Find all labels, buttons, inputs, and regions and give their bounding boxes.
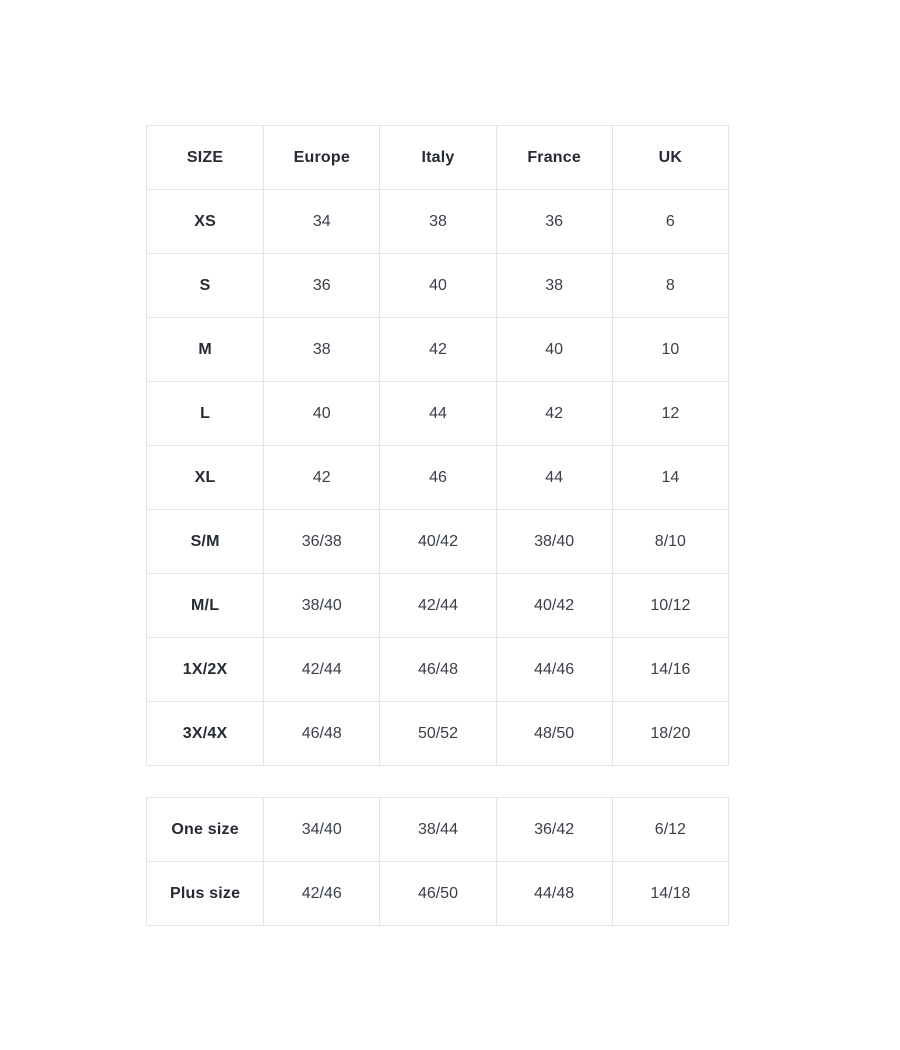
- table-row: [147, 446, 729, 510]
- table-row: [147, 638, 729, 702]
- cell-uk: 12: [612, 382, 728, 446]
- row-label: S/M: [147, 510, 264, 574]
- cell-france: 42: [496, 382, 612, 446]
- size-conversion-table: [146, 125, 729, 766]
- cell-france: 44/48: [496, 862, 612, 926]
- row-label: L: [147, 382, 264, 446]
- cell-europe: 38/40: [264, 574, 380, 638]
- cell-europe: 36: [264, 254, 380, 318]
- cell-italy: 46/48: [380, 638, 496, 702]
- cell-italy: 50/52: [380, 702, 496, 766]
- cell-france: 40/42: [496, 574, 612, 638]
- table-gap: [146, 766, 729, 797]
- table-row: [147, 382, 729, 446]
- cell-uk: 6: [612, 190, 728, 254]
- cell-france: 36: [496, 190, 612, 254]
- row-label: M/L: [147, 574, 264, 638]
- column-header-italy: Italy: [380, 126, 496, 190]
- row-label: 1X/2X: [147, 638, 264, 702]
- cell-italy: 46: [380, 446, 496, 510]
- row-label: Plus size: [147, 862, 264, 926]
- cell-uk: 6/12: [612, 798, 728, 862]
- cell-uk: 10: [612, 318, 728, 382]
- table-row: [147, 318, 729, 382]
- column-header-size: SIZE: [147, 126, 264, 190]
- table-row: [147, 798, 729, 862]
- cell-italy: 44: [380, 382, 496, 446]
- cell-france: 38/40: [496, 510, 612, 574]
- cell-europe: 42/44: [264, 638, 380, 702]
- cell-italy: 46/50: [380, 862, 496, 926]
- cell-italy: 42/44: [380, 574, 496, 638]
- cell-europe: 42/46: [264, 862, 380, 926]
- cell-uk: 14/16: [612, 638, 728, 702]
- cell-france: 44/46: [496, 638, 612, 702]
- cell-uk: 14/18: [612, 862, 728, 926]
- table-row: [147, 510, 729, 574]
- table-header-row: [147, 126, 729, 190]
- size-chart-tables: [146, 125, 729, 926]
- cell-france: 48/50: [496, 702, 612, 766]
- cell-europe: 38: [264, 318, 380, 382]
- cell-france: 40: [496, 318, 612, 382]
- table-row: [147, 190, 729, 254]
- column-header-france: France: [496, 126, 612, 190]
- cell-europe: 40: [264, 382, 380, 446]
- cell-italy: 40/42: [380, 510, 496, 574]
- row-label: M: [147, 318, 264, 382]
- table-row: [147, 702, 729, 766]
- row-label: XL: [147, 446, 264, 510]
- table-body: [147, 798, 729, 926]
- cell-uk: 14: [612, 446, 728, 510]
- cell-italy: 40: [380, 254, 496, 318]
- table-row: [147, 574, 729, 638]
- column-header-europe: Europe: [264, 126, 380, 190]
- cell-italy: 38: [380, 190, 496, 254]
- table-row: [147, 862, 729, 926]
- cell-uk: 10/12: [612, 574, 728, 638]
- cell-uk: 8/10: [612, 510, 728, 574]
- cell-uk: 8: [612, 254, 728, 318]
- cell-france: 44: [496, 446, 612, 510]
- cell-europe: 46/48: [264, 702, 380, 766]
- cell-france: 36/42: [496, 798, 612, 862]
- one-size-table: [146, 797, 729, 926]
- cell-europe: 34/40: [264, 798, 380, 862]
- row-label: One size: [147, 798, 264, 862]
- row-label: S: [147, 254, 264, 318]
- row-label: 3X/4X: [147, 702, 264, 766]
- cell-europe: 34: [264, 190, 380, 254]
- row-label: XS: [147, 190, 264, 254]
- table-body: [147, 190, 729, 766]
- column-header-uk: UK: [612, 126, 728, 190]
- cell-france: 38: [496, 254, 612, 318]
- table-header: [147, 126, 729, 190]
- cell-europe: 36/38: [264, 510, 380, 574]
- cell-europe: 42: [264, 446, 380, 510]
- table-row: [147, 254, 729, 318]
- cell-italy: 42: [380, 318, 496, 382]
- cell-uk: 18/20: [612, 702, 728, 766]
- cell-italy: 38/44: [380, 798, 496, 862]
